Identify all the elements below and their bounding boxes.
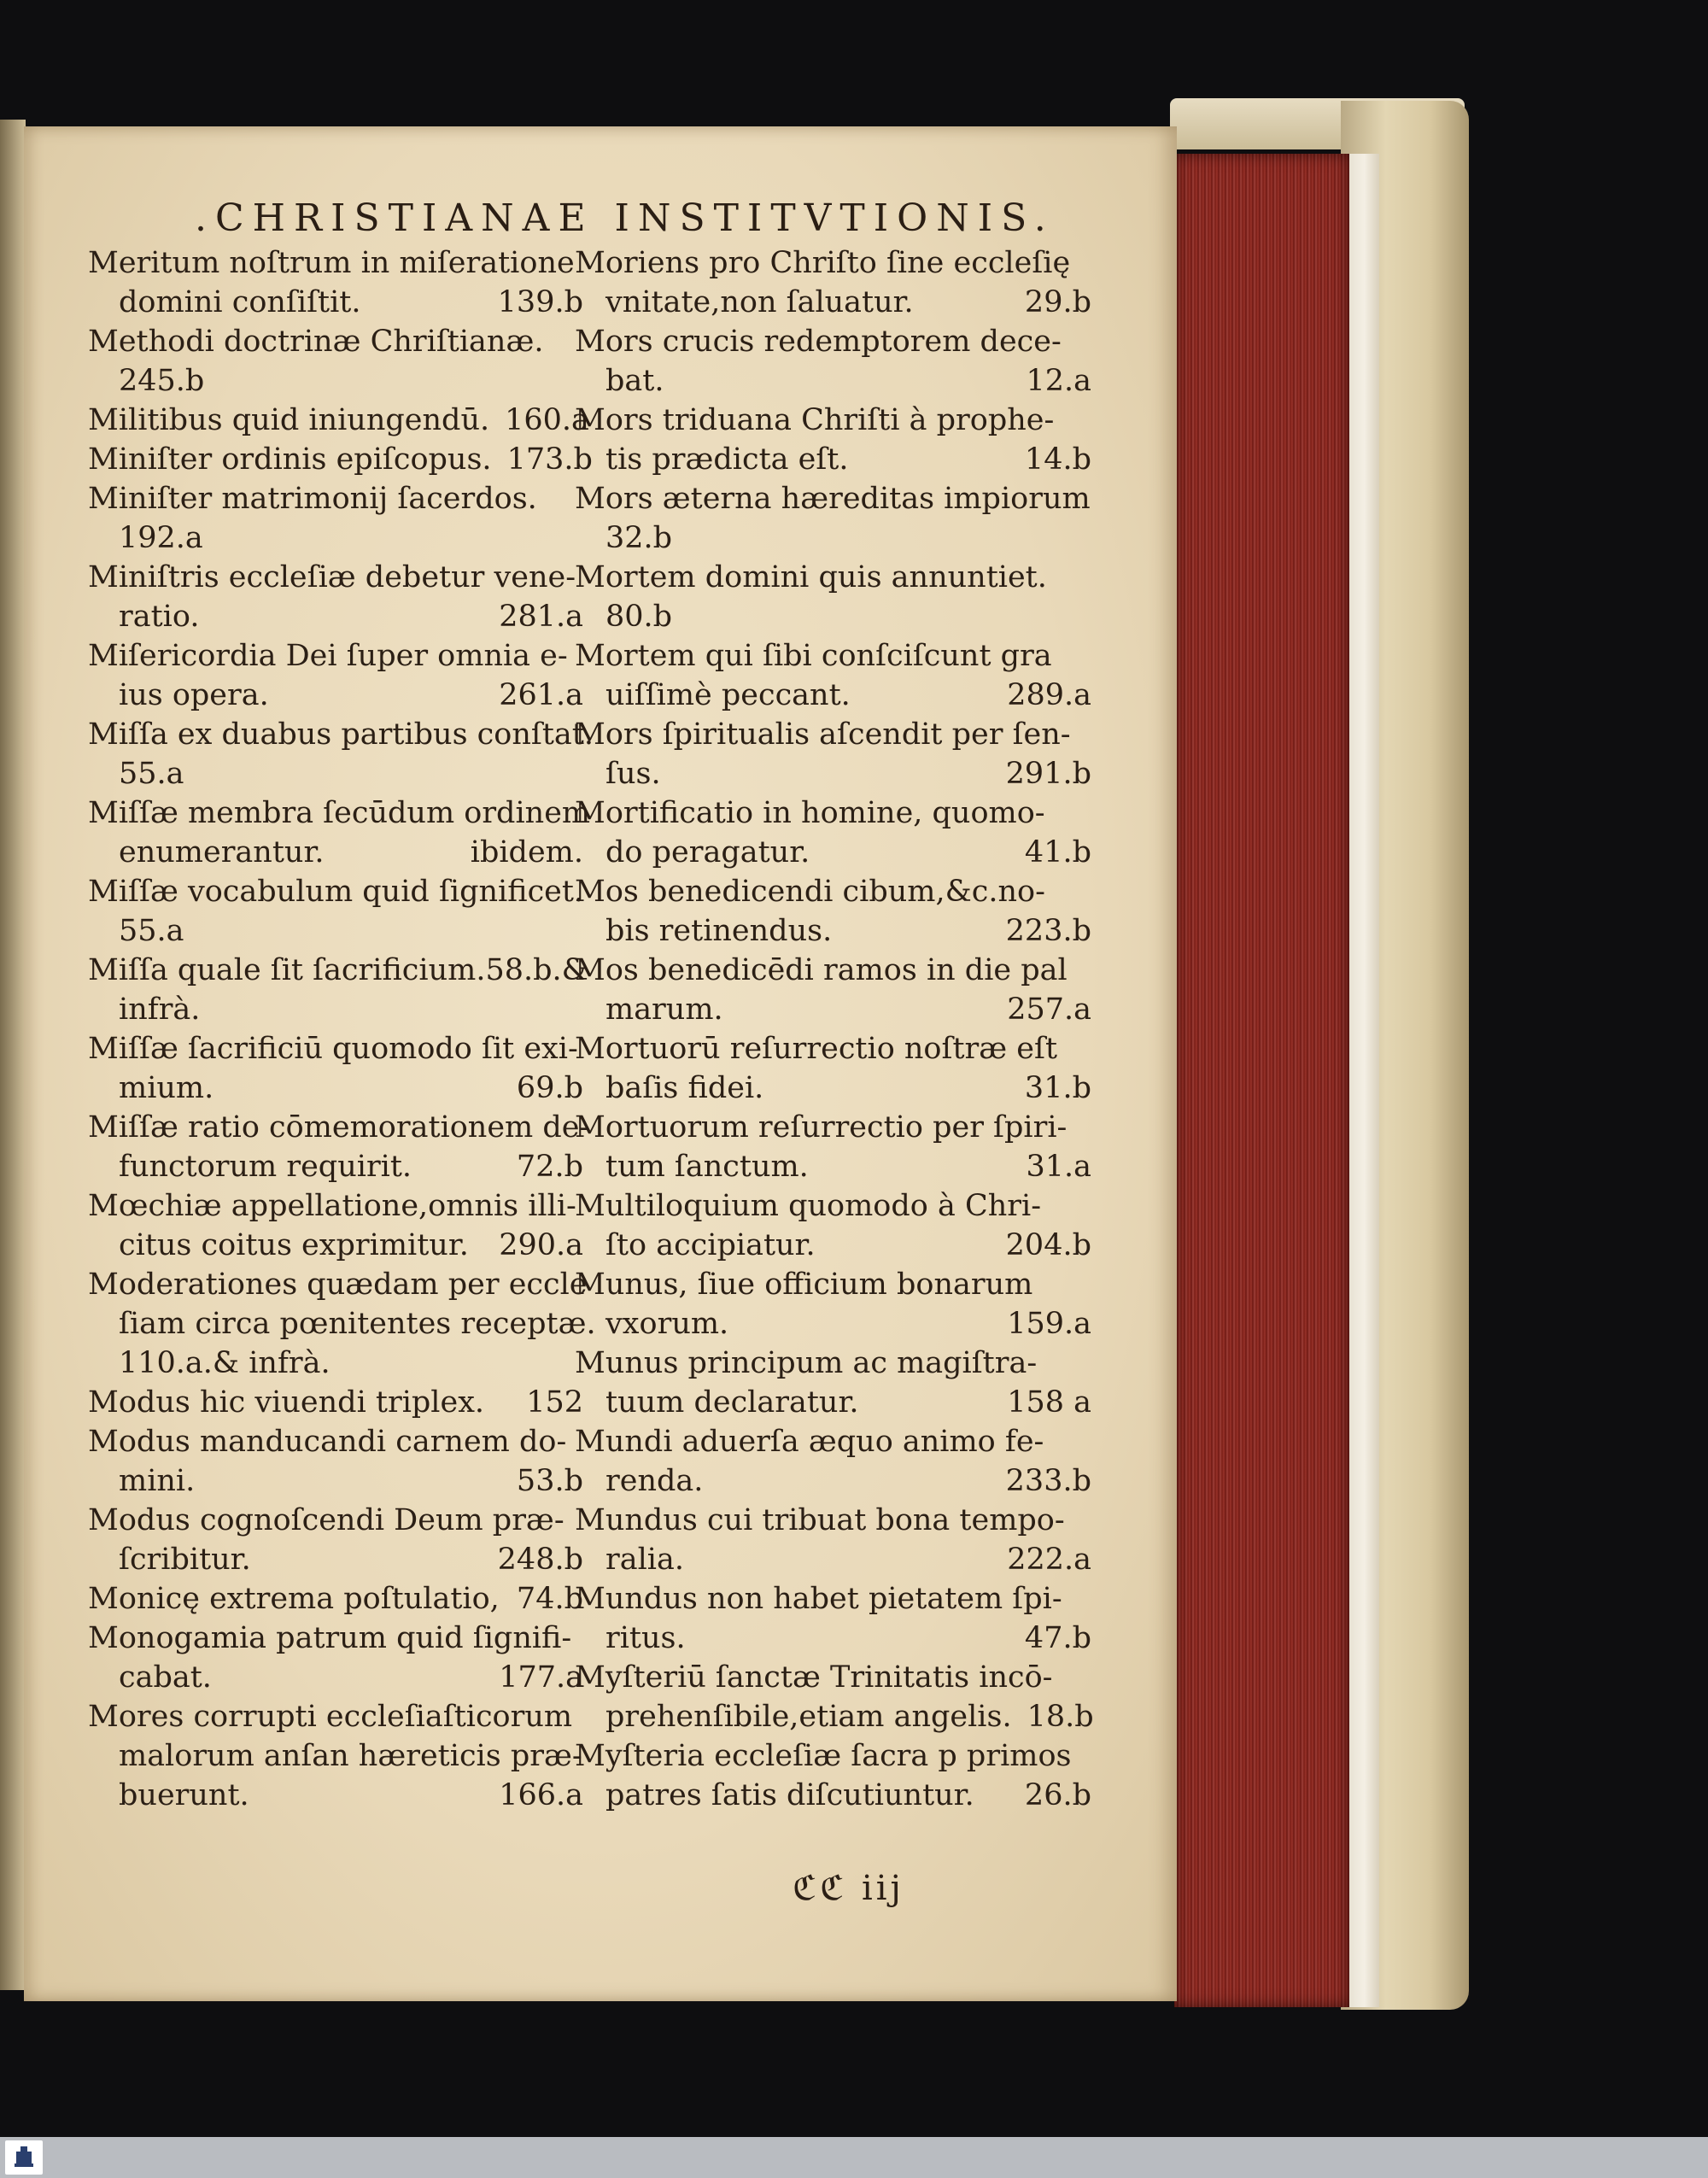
index-entry-line — [88, 1736, 583, 1776]
index-entry — [88, 872, 583, 951]
index-entry-line — [88, 283, 583, 322]
index-entry-line — [575, 990, 1091, 1029]
index-entry-text: Miniſtris eccleſiæ debetur vene- — [88, 560, 576, 594]
index-entry-text: Mors triduana Chriſti à prophe- — [575, 403, 1055, 437]
index-entry — [575, 1422, 1091, 1501]
index-entry-page-ref: 233.b — [1005, 1464, 1091, 1498]
index-entry-page-ref: 222.a — [1007, 1543, 1091, 1577]
index-entry-line — [575, 1619, 1091, 1658]
index-entry-text: Mundi aduerſa æquo animo fe- — [575, 1425, 1044, 1459]
index-entry-text: Miſſæ membra ſecūdum ordinem — [88, 796, 591, 830]
index-entry — [88, 1501, 583, 1579]
index-entry-text: Mores corrupti eccleſiaſticorum — [88, 1700, 573, 1734]
index-entry-line — [88, 1383, 583, 1422]
index-entry-line — [575, 872, 1091, 911]
index-entry-line — [575, 911, 1091, 951]
index-entry-line — [88, 1029, 583, 1069]
index-entry-line — [88, 872, 583, 911]
index-entry-line — [88, 243, 583, 283]
index-entry-line — [575, 440, 1091, 479]
index-entry-text: Monicę extrema poſtulatio, — [88, 1582, 500, 1616]
index-entry-page-ref: 223.b — [1005, 914, 1091, 948]
index-entry — [88, 1579, 583, 1619]
index-entry-text: Miſſæ vocabulum quid ſignificet. — [88, 875, 584, 909]
index-entry — [88, 1383, 583, 1422]
index-entry-line — [88, 558, 583, 597]
index-entry — [575, 636, 1091, 715]
index-entry — [575, 872, 1091, 951]
index-entry-text: malorum anſan hæreticis præ- — [119, 1739, 582, 1773]
index-entry — [575, 1736, 1091, 1815]
index-entry-text: 55.a — [119, 757, 184, 791]
index-entry-page-ref: 291.b — [1005, 757, 1091, 791]
index-entry-page-ref: 53.b — [516, 1464, 583, 1498]
index-entry-text: tis prædicta eſt. — [605, 442, 849, 477]
index-entry-text: ſiam circa pœnitentes receptæ. — [119, 1307, 596, 1341]
index-entry-text: Modus hic viuendi triplex. — [88, 1385, 485, 1420]
index-entry-text: ſus. — [605, 757, 661, 791]
index-entry-text: Miſſa quale ſit ſacrificium.58.b.& — [88, 953, 588, 987]
index-entry-page-ref: 177.a — [499, 1660, 583, 1695]
index-entry — [575, 1579, 1091, 1658]
index-entry-text: 32.b — [605, 521, 673, 555]
index-entry-line — [575, 1697, 1094, 1736]
index-entry-line — [88, 1186, 583, 1226]
index-entry-page-ref: 29.b — [1024, 285, 1091, 319]
index-entry — [575, 1658, 1094, 1736]
index-entry-text: Moriens pro Chriſto ſine eccleſię — [575, 246, 1071, 280]
index-entry — [88, 1619, 583, 1697]
index-entry-line — [575, 1069, 1091, 1108]
index-entry-text: marum. — [605, 992, 723, 1027]
index-entry-line — [575, 1029, 1091, 1069]
index-entry-text: uiſſimè peccant. — [605, 678, 851, 712]
index-entry-text: buerunt. — [119, 1778, 249, 1812]
index-entry-text: renda. — [605, 1464, 704, 1498]
index-entry-text: baſis fidei. — [605, 1071, 764, 1105]
index-entry-text: Mortuorū reſurrectio noſtræ eſt — [575, 1032, 1058, 1066]
index-column-right — [575, 243, 1094, 1815]
index-entry-page-ref: 139.b — [497, 285, 583, 319]
index-entry-text: Methodi doctrinæ Chriſtianæ. — [88, 325, 544, 359]
index-entry-line — [575, 1540, 1091, 1579]
index-entry-line — [575, 401, 1091, 440]
index-entry-line — [88, 1619, 583, 1658]
index-entry-line — [88, 636, 583, 676]
index-entry-page-ref: 248.b — [497, 1543, 583, 1577]
index-entry-page-ref: 204.b — [1005, 1228, 1091, 1262]
index-entry-text: 110.a.& infrà. — [119, 1346, 330, 1380]
index-entry-line — [575, 1186, 1091, 1226]
index-entry-text: Munus, ſiue officium bonarum — [575, 1268, 1033, 1302]
index-entry-line — [88, 1540, 583, 1579]
signature-mark: ℭℭ iij — [793, 1869, 904, 1908]
page-block-red-edge — [1174, 154, 1349, 2007]
index-entry-text: Modus manducandi carnem do- — [88, 1425, 567, 1459]
running-header: .CHRISTIANAE INSTITVTIONIS. — [195, 196, 1055, 240]
index-entry-text: Mœchiæ appellatione,omnis illi- — [88, 1189, 576, 1223]
index-entry-page-ref: 31.b — [1024, 1071, 1091, 1105]
index-entry-line — [575, 715, 1091, 754]
index-entry-line — [575, 1501, 1091, 1540]
index-entry-text: Miſericordia Dei ſuper omnia e- — [88, 639, 568, 673]
index-entry-page-ref: 281.a — [499, 600, 583, 634]
book-left-edge — [0, 120, 26, 1990]
index-entry-line — [88, 1658, 583, 1697]
index-entry-text: Mortificatio in homine, quomo- — [575, 796, 1045, 830]
index-entry — [88, 558, 583, 636]
index-entry-text: functorum requirit. — [119, 1150, 412, 1184]
index-entry — [575, 715, 1091, 793]
index-entry-text: Miſſæ ratio cōmemorationem de- — [88, 1110, 590, 1145]
index-entry — [575, 1108, 1091, 1186]
index-entry-page-ref: 26.b — [1024, 1778, 1091, 1812]
index-entry-text: Mortem domini quis annuntiet. — [575, 560, 1047, 594]
index-entry-text: Modus cognoſcendi Deum præ- — [88, 1503, 564, 1537]
page-paper-strip — [1349, 154, 1379, 2007]
index-entry-line — [575, 754, 1091, 793]
index-entry — [575, 322, 1091, 401]
index-entry — [575, 401, 1091, 479]
index-entry-line — [88, 990, 583, 1029]
index-entry-line — [88, 1776, 583, 1815]
index-entry — [575, 558, 1091, 636]
index-entry-line — [575, 283, 1091, 322]
index-entry-line — [88, 479, 583, 518]
index-entry-text: ſcribitur. — [119, 1543, 251, 1577]
index-entry-text: mium. — [119, 1071, 214, 1105]
index-entry-line — [88, 911, 583, 951]
index-entry-text: Mors ſpiritualis aſcendit per ſen- — [575, 717, 1071, 752]
index-entry-text: Miſſa ex duabus partibus conſtat. — [88, 717, 594, 752]
index-entry — [88, 1029, 583, 1108]
index-entry — [88, 479, 583, 558]
index-entry — [88, 401, 589, 440]
index-entry-page-ref: 289.a — [1007, 678, 1091, 712]
index-entry-line — [88, 518, 583, 558]
index-entry-line — [575, 1344, 1091, 1383]
index-entry — [575, 1265, 1091, 1344]
index-entry-line — [88, 1579, 583, 1619]
index-entry-text: cabat. — [119, 1660, 212, 1695]
index-entry-line — [575, 1422, 1091, 1461]
index-entry-text: ius opera. — [119, 678, 269, 712]
index-entry-line — [88, 440, 593, 479]
index-entry-text: ritus. — [605, 1621, 686, 1655]
index-entry-text: Mors crucis redemptorem dece- — [575, 325, 1062, 359]
index-entry-line — [575, 793, 1091, 833]
index-entry-text: ſto accipiatur. — [605, 1228, 816, 1262]
index-entry-line — [575, 1461, 1091, 1501]
index-entry-text: patres ſatis diſcutiuntur. — [605, 1778, 974, 1812]
index-entry — [88, 1265, 596, 1383]
index-entry-text: mini. — [119, 1464, 196, 1498]
index-entry-text: Myſteria eccleſiæ ſacra p primos — [575, 1739, 1072, 1773]
index-entry-text: do peragatur. — [605, 835, 810, 869]
index-entry-line — [88, 1226, 583, 1265]
index-entry-line — [575, 1736, 1091, 1776]
index-column-left — [88, 243, 596, 1815]
index-entry-text: Mos benedicendi cibum,&c.no- — [575, 875, 1045, 909]
index-entry-text: ratio. — [119, 600, 200, 634]
index-entry-text: Miniſter matrimonij ſacerdos. — [88, 482, 537, 516]
index-entry-page-ref: 41.b — [1024, 835, 1091, 869]
index-entry — [88, 243, 583, 322]
index-entry-line — [575, 951, 1091, 990]
index-entry-text: Mundus cui tribuat bona tempo- — [575, 1503, 1065, 1537]
index-entry-page-ref: 166.a — [499, 1778, 583, 1812]
index-entry-page-ref: 173.b — [506, 442, 593, 477]
index-entry-text: tum ſanctum. — [605, 1150, 809, 1184]
index-entry-line — [88, 322, 583, 361]
index-entry-line — [88, 401, 589, 440]
index-entry-text: Mors æterna hæreditas impiorum — [575, 482, 1091, 516]
index-entry-line — [575, 1383, 1091, 1422]
index-entry-line — [575, 1304, 1091, 1344]
index-entry — [88, 322, 583, 401]
index-entry-line — [88, 833, 583, 872]
index-entry — [575, 1344, 1091, 1422]
index-entry-text: tuum declaratur. — [605, 1385, 859, 1420]
index-entry-page-ref: 257.a — [1007, 992, 1091, 1027]
index-entry-text: Multiloquium quomodo à Chri- — [575, 1189, 1042, 1223]
index-entry-text: Miniſter ordinis epiſcopus. — [88, 442, 492, 477]
index-entry-line — [88, 1422, 583, 1461]
index-entry-line — [88, 793, 591, 833]
index-entry-line — [88, 1069, 583, 1108]
index-entry-text: infrà. — [119, 992, 201, 1027]
index-entry — [88, 1697, 583, 1815]
index-entry-line — [575, 636, 1091, 676]
index-entry-line — [575, 558, 1091, 597]
index-entry-line — [575, 479, 1091, 518]
book-page — [24, 126, 1177, 2001]
index-entry-line — [88, 597, 583, 636]
index-entry-text: Miſſæ ſacrificiū quomodo ſit exi- — [88, 1032, 578, 1066]
index-entry-line — [88, 1147, 583, 1186]
index-entry — [575, 1029, 1091, 1108]
index-entry-page-ref: 69.b — [516, 1071, 583, 1105]
index-entry-page-ref: 261.a — [499, 678, 583, 712]
index-entry-text: Mortem qui ſibi conſciſcunt gra — [575, 639, 1052, 673]
index-entry-line — [575, 1579, 1091, 1619]
index-entry-page-ref: 72.b — [516, 1150, 583, 1184]
index-entry — [88, 793, 591, 872]
index-entry-line — [88, 1461, 583, 1501]
index-entry-line — [88, 1304, 596, 1344]
index-entry-text: Monogamia patrum quid ſignifi- — [88, 1621, 572, 1655]
index-entry — [88, 636, 583, 715]
index-entry-text: Myſteriū ſanctæ Trinitatis incō- — [575, 1660, 1053, 1695]
index-entry-line — [575, 1265, 1091, 1304]
index-entry-line — [88, 1108, 590, 1147]
index-entry-line — [575, 1226, 1091, 1265]
index-entry-page-ref: 74.b — [516, 1582, 583, 1616]
index-entry-line — [88, 1697, 583, 1736]
index-entry-text: Moderationes quædam per eccle — [88, 1268, 588, 1302]
index-entry-page-ref: 47.b — [1024, 1621, 1091, 1655]
index-entry — [575, 479, 1091, 558]
index-entry — [88, 715, 594, 793]
index-entry-line — [88, 715, 594, 754]
index-entry-line — [575, 1108, 1091, 1147]
index-entry-text: domini conſiſtit. — [119, 285, 361, 319]
index-entry-text: 245.b — [119, 364, 205, 398]
index-entry-line — [88, 754, 583, 793]
index-entry-line — [575, 1658, 1091, 1697]
index-entry-text: bat. — [605, 364, 664, 398]
viewer-bottom-bar — [0, 2137, 1708, 2178]
index-entry-text: prehenſibile,etiam angelis. — [605, 1700, 1012, 1734]
index-entry-text: enumerantur. — [119, 835, 325, 869]
index-entry-text: 80.b — [605, 600, 673, 634]
index-entry — [88, 1108, 590, 1186]
index-entry-text: bis retinendus. — [605, 914, 833, 948]
index-entry — [575, 1501, 1091, 1579]
index-entry-text: Mos benedicēdi ramos in die pal — [575, 953, 1068, 987]
index-entry-text: vnitate,non ſaluatur. — [605, 285, 914, 319]
index-entry — [575, 793, 1091, 872]
index-entry-line — [88, 1265, 588, 1304]
index-entry — [88, 1422, 583, 1501]
index-entry-line — [88, 361, 583, 401]
index-entry-line — [575, 361, 1091, 401]
index-entry-text: 192.a — [119, 521, 203, 555]
index-entry-text: citus coitus exprimitur. — [119, 1228, 469, 1262]
index-entry-page-ref: 158 a — [1007, 1385, 1091, 1420]
index-entry-line — [575, 676, 1091, 715]
index-entry-line — [575, 833, 1091, 872]
index-entry-page-ref: 18.b — [1027, 1700, 1094, 1734]
index-entry-line — [88, 1344, 583, 1383]
index-entry-text: Meritum noſtrum in miſeratione — [88, 246, 575, 280]
index-entry-text: vxorum. — [605, 1307, 729, 1341]
index-entry — [88, 1186, 583, 1265]
index-entry-page-ref: 159.a — [1007, 1307, 1091, 1341]
index-entry — [575, 1186, 1091, 1265]
index-entry-page-ref: 12.a — [1026, 364, 1091, 398]
index-entry — [88, 951, 588, 1029]
library-logo-icon — [5, 2140, 43, 2175]
index-entry — [575, 243, 1091, 322]
index-entry-line — [575, 518, 1091, 558]
index-entry-text: Militibus quid iniungendū. — [88, 403, 490, 437]
index-entry-text: Mortuorum reſurrectio per ſpiri- — [575, 1110, 1068, 1145]
index-entry-text: 55.a — [119, 914, 184, 948]
index-entry-page-ref: 31.a — [1026, 1150, 1091, 1184]
index-entry-text: Mundus non habet pietatem ſpi- — [575, 1582, 1062, 1616]
index-entry-line — [575, 1776, 1091, 1815]
index-entry-line — [575, 597, 1091, 636]
index-entry-line — [88, 951, 588, 990]
index-entry-text: ralia. — [605, 1543, 684, 1577]
index-entry-text: Munus principum ac magiſtra- — [575, 1346, 1038, 1380]
index-entry-line — [575, 322, 1091, 361]
index-entry-page-ref: 14.b — [1024, 442, 1091, 477]
index-entry-line — [575, 1147, 1091, 1186]
index-entry — [88, 440, 593, 479]
index-entry — [575, 951, 1091, 1029]
index-entry-line — [88, 1501, 583, 1540]
index-entry-page-ref: ibidem. — [470, 835, 583, 869]
index-entry-page-ref: 290.a — [499, 1228, 583, 1262]
index-entry-line — [88, 676, 583, 715]
index-entry-line — [575, 243, 1091, 283]
index-entry-page-ref: 160.a — [505, 403, 589, 437]
index-entry-page-ref: 152 — [526, 1385, 583, 1420]
